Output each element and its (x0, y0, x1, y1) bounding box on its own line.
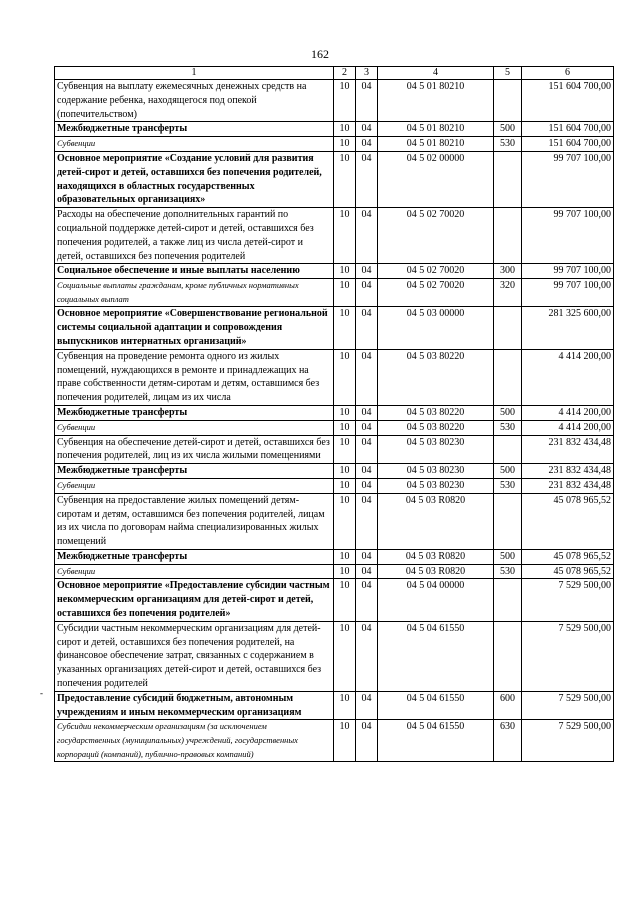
row-subsection: 04 (356, 579, 378, 621)
row-amount: 7 529 500,00 (522, 579, 614, 621)
row-section: 10 (334, 435, 356, 464)
row-name: Субвенция на проведение ремонта одного из жилых помещений, нуждающихся в ремонте и принадлежащих на праве собственности детям-сиротам и детям, оставшимся без попечения родителей, лицам из их числа (55, 349, 334, 405)
row-target-article: 04 5 01 80210 (378, 80, 494, 122)
row-target-article: 04 5 03 80230 (378, 464, 494, 479)
table-row (55, 564, 614, 579)
table-row (55, 464, 614, 479)
row-target-article: 04 5 03 R0820 (378, 493, 494, 549)
row-name: Межбюджетные трансферты (55, 464, 334, 479)
row-amount: 4 414 200,00 (522, 420, 614, 435)
table-row (55, 435, 614, 464)
row-target-article: 04 5 02 70020 (378, 208, 494, 264)
row-amount: 281 325 600,00 (522, 307, 614, 349)
row-section: 10 (334, 720, 356, 762)
table-row (55, 349, 614, 405)
row-subsection: 04 (356, 464, 378, 479)
row-amount: 99 707 100,00 (522, 208, 614, 264)
row-target-article: 04 5 03 00000 (378, 307, 494, 349)
row-section: 10 (334, 493, 356, 549)
row-section: 10 (334, 122, 356, 137)
row-section: 10 (334, 478, 356, 493)
col-header-2: 2 (334, 67, 356, 80)
row-expense-type (494, 621, 522, 691)
row-name: Субвенции (55, 137, 334, 152)
row-amount: 231 832 434,48 (522, 478, 614, 493)
row-subsection: 04 (356, 691, 378, 720)
page-number: 162 (311, 47, 329, 61)
row-amount: 151 604 700,00 (522, 137, 614, 152)
row-amount: 99 707 100,00 (522, 279, 614, 307)
margin-mark: - (40, 688, 43, 698)
row-target-article: 04 5 01 80210 (378, 137, 494, 152)
row-amount: 7 529 500,00 (522, 621, 614, 691)
row-target-article: 04 5 03 80220 (378, 405, 494, 420)
table-row (55, 137, 614, 152)
row-section: 10 (334, 208, 356, 264)
table-row (55, 80, 614, 122)
row-target-article: 04 5 04 61550 (378, 621, 494, 691)
row-expense-type (494, 435, 522, 464)
row-subsection: 04 (356, 564, 378, 579)
row-name: Субсидии частным некоммерческим организациям для детей-сирот и детей, оставшихся без попечения родителей, на финансовое обеспечение затрат, связанных с содержанием в указанных организациях детей-сирот и детей, оставшихся без попечения родителей (55, 621, 334, 691)
row-subsection: 04 (356, 420, 378, 435)
col-header-3: 3 (356, 67, 378, 80)
row-name: Основное мероприятие «Создание условий для развития детей-сирот и детей, оставшихся без попечения родителей, находящихся в областных государственных образовательных организациях» (55, 151, 334, 207)
row-target-article: 04 5 01 80210 (378, 122, 494, 137)
row-name: Основное мероприятие «Совершенствование региональной системы социальной адаптации и сопровождения выпускников интернатных организаций» (55, 307, 334, 349)
row-name: Субсидии некоммерческим организациям (за исключением государственных (муниципальных) учреждений, государственных корпораций (компаний), публично-правовых компаний) (55, 720, 334, 762)
row-subsection: 04 (356, 478, 378, 493)
row-amount: 4 414 200,00 (522, 349, 614, 405)
row-expense-type: 530 (494, 478, 522, 493)
row-name: Межбюджетные трансферты (55, 405, 334, 420)
row-amount: 151 604 700,00 (522, 122, 614, 137)
row-subsection: 04 (356, 349, 378, 405)
row-name: Расходы на обеспечение дополнительных гарантий по социальной поддержке детей-сирот и детей, оставшихся без попечения родителей, а также лиц из числа детей-сирот и детей, оставшихся без попечения родителей (55, 208, 334, 264)
row-target-article: 04 5 03 R0820 (378, 549, 494, 564)
row-section: 10 (334, 464, 356, 479)
row-expense-type: 320 (494, 279, 522, 307)
row-amount: 99 707 100,00 (522, 151, 614, 207)
col-header-1: 1 (55, 67, 334, 80)
row-expense-type (494, 307, 522, 349)
row-expense-type (494, 208, 522, 264)
table-row (55, 621, 614, 691)
row-expense-type: 500 (494, 405, 522, 420)
row-section: 10 (334, 80, 356, 122)
row-section: 10 (334, 279, 356, 307)
row-subsection: 04 (356, 264, 378, 279)
row-target-article: 04 5 03 80230 (378, 435, 494, 464)
row-expense-type: 500 (494, 464, 522, 479)
row-expense-type: 530 (494, 564, 522, 579)
row-section: 10 (334, 264, 356, 279)
table-row (55, 478, 614, 493)
row-section: 10 (334, 579, 356, 621)
row-name: Субвенции (55, 564, 334, 579)
row-name: Субвенции (55, 420, 334, 435)
row-amount: 4 414 200,00 (522, 405, 614, 420)
table-row (55, 405, 614, 420)
row-target-article: 04 5 02 00000 (378, 151, 494, 207)
row-name: Межбюджетные трансферты (55, 549, 334, 564)
row-subsection: 04 (356, 137, 378, 152)
table-row (55, 264, 614, 279)
row-subsection: 04 (356, 435, 378, 464)
row-amount: 45 078 965,52 (522, 549, 614, 564)
row-amount: 7 529 500,00 (522, 691, 614, 720)
table-row (55, 549, 614, 564)
row-target-article: 04 5 03 80230 (378, 478, 494, 493)
row-subsection: 04 (356, 307, 378, 349)
row-expense-type: 600 (494, 691, 522, 720)
row-target-article: 04 5 03 R0820 (378, 564, 494, 579)
row-expense-type: 630 (494, 720, 522, 762)
row-section: 10 (334, 151, 356, 207)
header-row (55, 67, 614, 80)
row-expense-type (494, 349, 522, 405)
row-name: Субвенции (55, 478, 334, 493)
row-expense-type (494, 80, 522, 122)
row-expense-type: 530 (494, 420, 522, 435)
row-target-article: 04 5 04 61550 (378, 720, 494, 762)
row-amount: 231 832 434,48 (522, 435, 614, 464)
row-section: 10 (334, 137, 356, 152)
row-section: 10 (334, 691, 356, 720)
col-header-5: 5 (494, 67, 522, 80)
row-section: 10 (334, 405, 356, 420)
row-name: Основное мероприятие «Предоставление субсидии частным некоммерческим организациям для детей-сирот и детей, оставшихся без попечения родителей» (55, 579, 334, 621)
row-amount: 45 078 965,52 (522, 564, 614, 579)
row-subsection: 04 (356, 151, 378, 207)
row-subsection: 04 (356, 493, 378, 549)
row-target-article: 04 5 03 80220 (378, 349, 494, 405)
table-row (55, 208, 614, 264)
row-section: 10 (334, 564, 356, 579)
row-name: Субвенция на выплату ежемесячных денежных средств на содержание ребенка, находящегося под опекой (попечительством) (55, 80, 334, 122)
row-amount: 231 832 434,48 (522, 464, 614, 479)
row-name: Социальное обеспечение и иные выплаты населению (55, 264, 334, 279)
row-target-article: 04 5 02 70020 (378, 279, 494, 307)
row-subsection: 04 (356, 549, 378, 564)
row-target-article: 04 5 04 61550 (378, 691, 494, 720)
row-expense-type: 530 (494, 137, 522, 152)
row-section: 10 (334, 549, 356, 564)
budget-table (54, 66, 614, 762)
col-header-6: 6 (522, 67, 614, 80)
row-section: 10 (334, 420, 356, 435)
row-expense-type: 300 (494, 264, 522, 279)
table-row (55, 493, 614, 549)
row-subsection: 04 (356, 122, 378, 137)
table-row (55, 691, 614, 720)
row-target-article: 04 5 03 80220 (378, 420, 494, 435)
table-row (55, 579, 614, 621)
row-target-article: 04 5 04 00000 (378, 579, 494, 621)
row-subsection: 04 (356, 621, 378, 691)
table-row (55, 307, 614, 349)
row-name: Предоставление субсидий бюджетным, автономным учреждениям и иным некоммерческим организациям (55, 691, 334, 720)
table-row (55, 151, 614, 207)
row-name: Социальные выплаты гражданам, кроме публичных нормативных социальных выплат (55, 279, 334, 307)
row-section: 10 (334, 307, 356, 349)
row-name: Межбюджетные трансферты (55, 122, 334, 137)
table-row (55, 720, 614, 762)
col-header-4: 4 (378, 67, 494, 80)
row-amount: 7 529 500,00 (522, 720, 614, 762)
row-subsection: 04 (356, 279, 378, 307)
row-amount: 151 604 700,00 (522, 80, 614, 122)
row-section: 10 (334, 349, 356, 405)
row-name: Субвенция на обеспечение детей-сирот и детей, оставшихся без попечения родителей, лиц из их числа жилыми помещениями (55, 435, 334, 464)
row-expense-type (494, 579, 522, 621)
row-subsection: 04 (356, 405, 378, 420)
row-subsection: 04 (356, 720, 378, 762)
row-expense-type (494, 151, 522, 207)
row-amount: 45 078 965,52 (522, 493, 614, 549)
row-expense-type: 500 (494, 549, 522, 564)
row-subsection: 04 (356, 208, 378, 264)
row-name: Субвенция на предоставление жилых помещений детям-сиротам и детям, оставшимся без попечения родителей, лицам из их числа по договорам найма специализированных жилых помещений (55, 493, 334, 549)
row-section: 10 (334, 621, 356, 691)
row-expense-type: 500 (494, 122, 522, 137)
row-expense-type (494, 493, 522, 549)
row-amount: 99 707 100,00 (522, 264, 614, 279)
row-target-article: 04 5 02 70020 (378, 264, 494, 279)
table-row (55, 420, 614, 435)
row-subsection: 04 (356, 80, 378, 122)
table-row (55, 279, 614, 307)
table-row (55, 122, 614, 137)
